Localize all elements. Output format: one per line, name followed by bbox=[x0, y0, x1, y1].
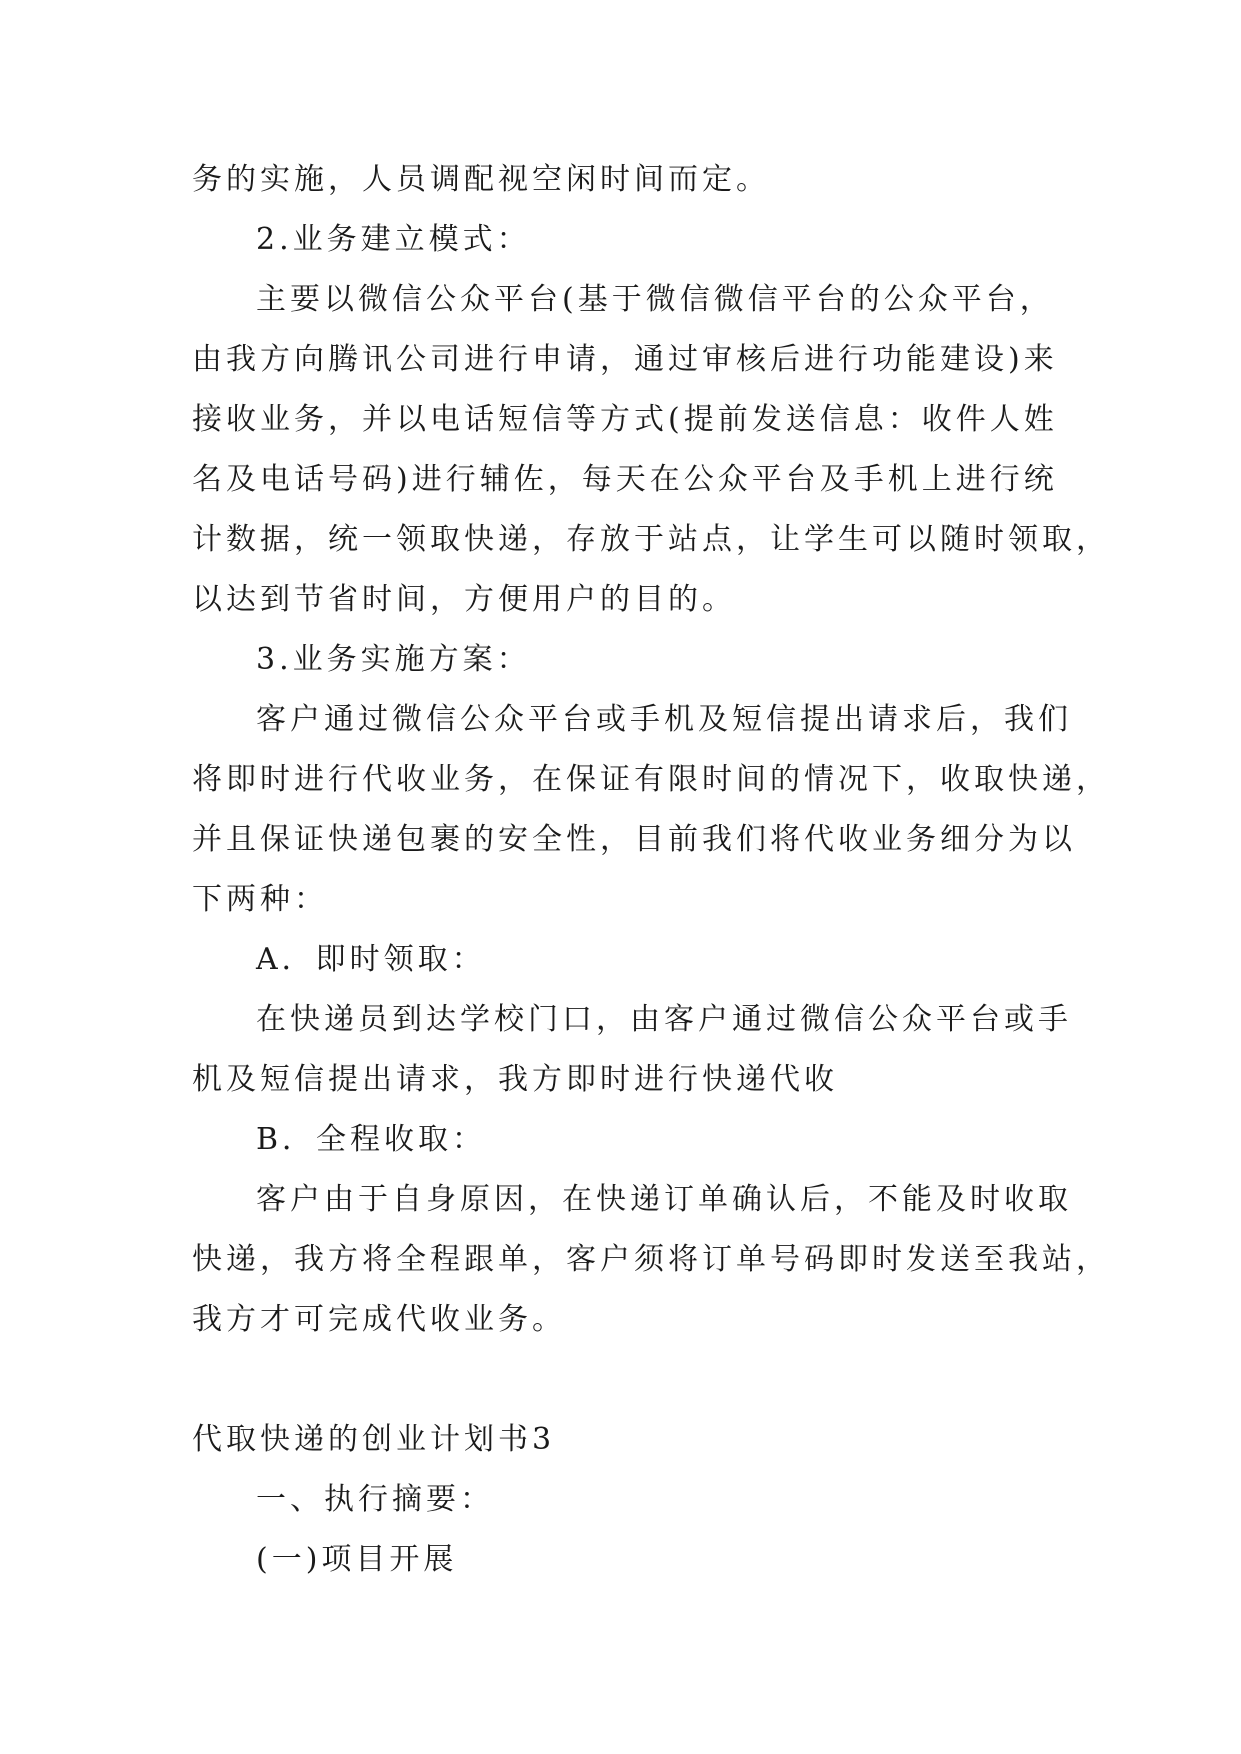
section-heading: 一、执行摘要： bbox=[256, 1482, 494, 1517]
paragraph-line: 名及电话号码)进行辅佐，每天在公众平台及手机上进行统 bbox=[192, 462, 1058, 497]
paragraph-line: 在快递员到达学校门口，由客户通过微信公众平台或手 bbox=[256, 1002, 1072, 1037]
section-heading: 2.业务建立模式： bbox=[256, 222, 531, 257]
paragraph-line: 客户由于自身原因，在快递订单确认后，不能及时收取 bbox=[256, 1182, 1072, 1217]
paragraph-line: 接收业务，并以电话短信等方式(提前发送信息：收件人姓 bbox=[192, 402, 1058, 437]
paragraph-line: 计数据，统一领取快递，存放于站点，让学生可以随时领取， bbox=[192, 522, 1110, 557]
document-body bbox=[192, 150, 1110, 1590]
document-title: 代取快递的创业计划书3 bbox=[192, 1422, 556, 1457]
paragraph-line: 客户通过微信公众平台或手机及短信提出请求后，我们 bbox=[256, 702, 1072, 737]
paragraph-line: 主要以微信公众平台(基于微信微信平台的公众平台， bbox=[256, 282, 1054, 317]
section-heading: 3.业务实施方案： bbox=[256, 642, 531, 677]
subsection-heading: (一)项目开展 bbox=[256, 1542, 458, 1577]
paragraph-line: 由我方向腾讯公司进行申请，通过审核后进行功能建设)来 bbox=[192, 342, 1058, 377]
paragraph-line: 务的实施，人员调配视空闲时间而定。 bbox=[192, 162, 770, 197]
paragraph-line: 下两种： bbox=[192, 882, 328, 917]
subsection-heading: B．全程收取： bbox=[256, 1122, 487, 1157]
paragraph-line: 并且保证快递包裹的安全性，目前我们将代收业务细分为以 bbox=[192, 822, 1076, 857]
paragraph-line: 将即时进行代收业务，在保证有限时间的情况下，收取快递， bbox=[192, 762, 1110, 797]
paragraph-line: 以达到节省时间，方便用户的目的。 bbox=[192, 582, 736, 617]
blank-line bbox=[192, 1350, 1052, 1410]
paragraph-line: 快递，我方将全程跟单，客户须将订单号码即时发送至我站， bbox=[192, 1242, 1110, 1277]
subsection-heading: A．即时领取： bbox=[256, 942, 486, 977]
paragraph-line: 我方才可完成代收业务。 bbox=[192, 1302, 566, 1337]
paragraph-line: 机及短信提出请求，我方即时进行快递代收 bbox=[192, 1062, 838, 1097]
